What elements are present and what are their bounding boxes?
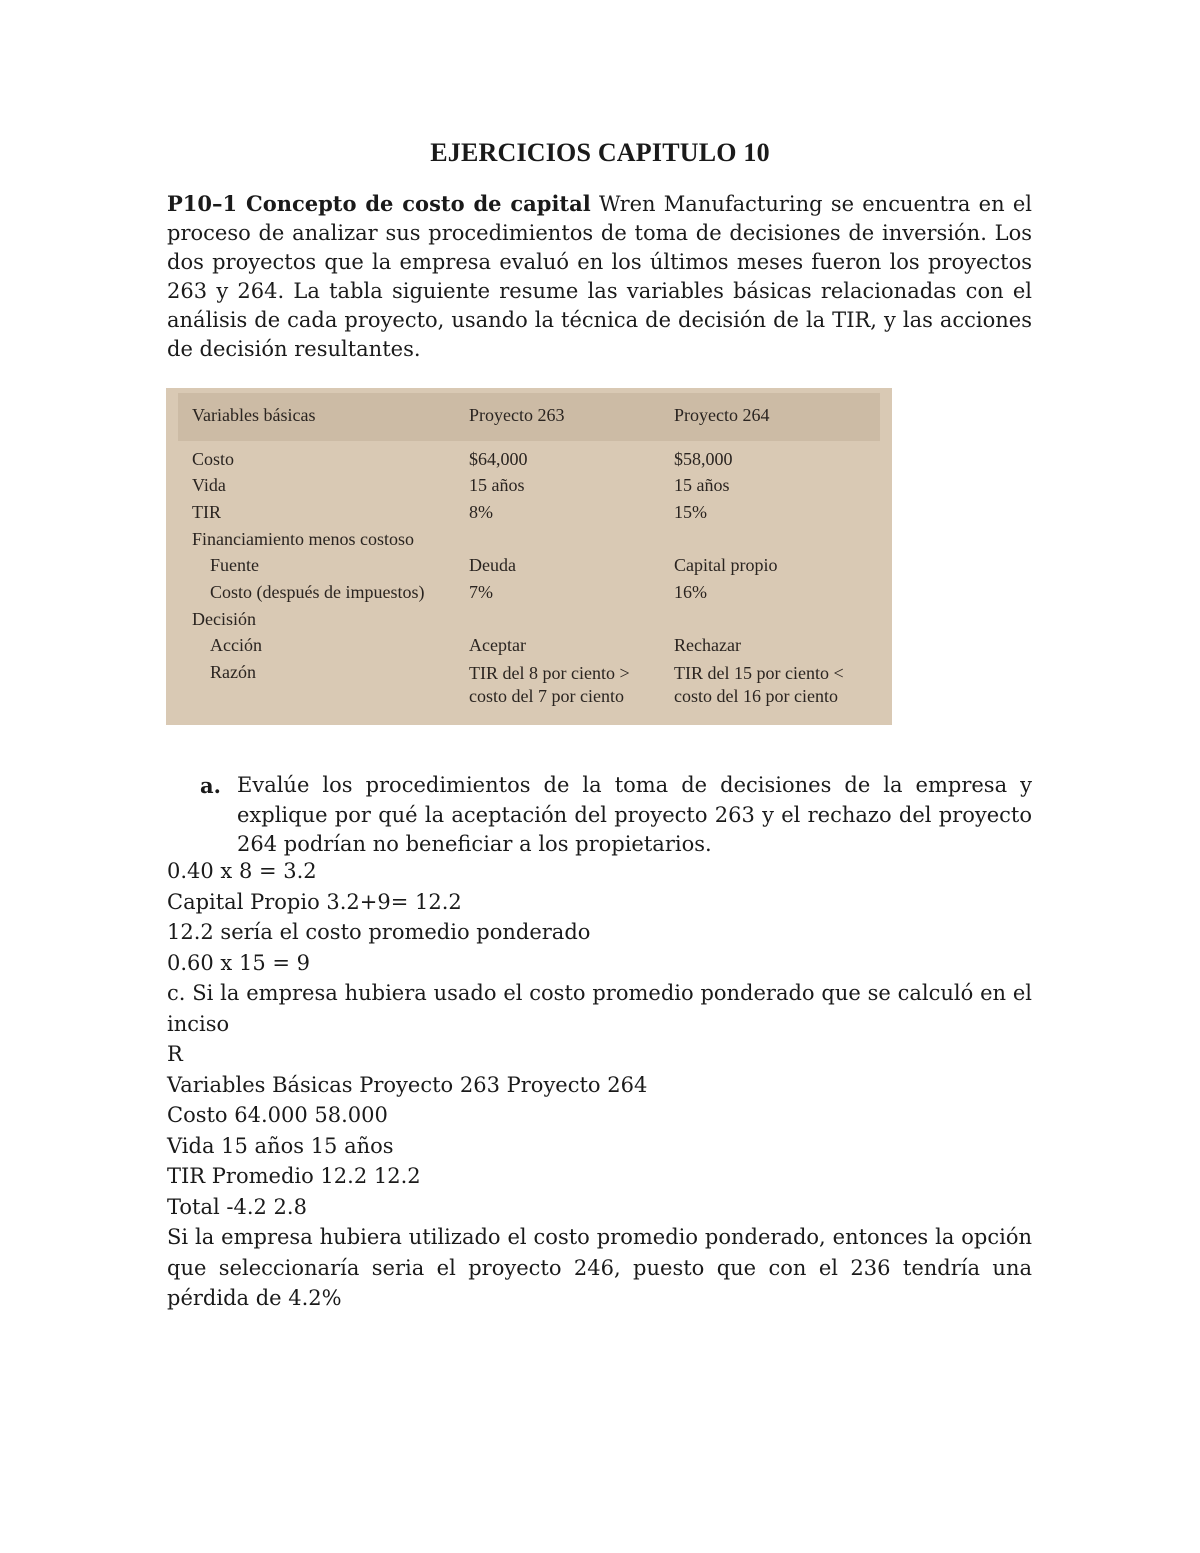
table-cell-p264: 15 años: [674, 475, 730, 495]
table-row-label: Vida: [192, 475, 226, 495]
table-cell-p263: $64,000: [469, 449, 528, 469]
table-cell-p264: $58,000: [674, 449, 733, 469]
table-cell-p264: 16%: [674, 582, 707, 602]
result-line: Total -4.2 2.8: [167, 1194, 307, 1219]
table-row-label: Razón: [210, 662, 256, 682]
table-cell-p264: 15%: [674, 502, 707, 522]
table-header-variables: Variables básicas: [192, 405, 316, 425]
result-line: R: [167, 1042, 183, 1066]
question-a: [200, 771, 1032, 860]
table-cell-p264: Capital propio: [674, 555, 778, 575]
problem-paragraph: [167, 189, 1032, 364]
answer-block: [167, 856, 1032, 1314]
table-cell-p263: 15 años: [469, 475, 525, 495]
table-cell-p263: 8%: [469, 502, 493, 522]
table-header-p263: Proyecto 263: [469, 405, 565, 425]
answer-line: 0.40 x 8 = 3.2: [167, 859, 317, 883]
answer-line: 12.2 sería el costo promedio ponderado: [167, 920, 591, 944]
answer-line: Capital Propio 3.2+9= 12.2: [167, 889, 462, 914]
table-row-label: Costo: [192, 449, 235, 469]
table-row-label: Costo (después de impuestos): [210, 582, 425, 602]
table-row-label: Financiamiento menos costoso: [192, 529, 414, 549]
list-marker: a.: [200, 773, 221, 798]
problem-heading: P10–1 Concepto de costo de capital: [167, 191, 591, 216]
conclusion: Si la empresa hubiera utilizado el costo promedio ponderado, entonces la opción que seleccionaría seria el proyecto 246, puesto que con el 236 tendría una pérdida de 4.2%: [167, 1225, 1032, 1310]
page-title: EJERCICIOS CAPITULO 10: [430, 138, 770, 167]
table-row-label: Fuente: [210, 555, 259, 575]
table-row-label: Decisión: [192, 609, 256, 629]
result-line: Variables Básicas Proyecto 263 Proyecto 264: [167, 1072, 648, 1097]
answer-line: 0.60 x 15 = 9: [167, 950, 310, 975]
table-header-p264: Proyecto 264: [674, 405, 770, 425]
table-cell-p263: 7%: [469, 582, 493, 602]
table-cell-p263: Deuda: [469, 555, 516, 575]
table-cell-p263: Aceptar: [469, 635, 526, 655]
table-row-label: Acción: [210, 635, 262, 655]
result-line: Costo 64.000 58.000: [167, 1103, 388, 1127]
table-cell-p263: TIR del 8 por ciento > costo del 7 por ciento: [469, 663, 630, 706]
result-line: TIR Promedio 12.2 12.2: [167, 1164, 421, 1188]
result-line: Vida 15 años 15 años: [167, 1133, 394, 1158]
table-cell-p264: Rechazar: [674, 635, 741, 655]
table-row-label: TIR: [192, 502, 221, 522]
question-c: c. Si la empresa hubiera usado el costo promedio ponderado que se calculó en el inciso: [167, 981, 1032, 1036]
decision-table: [166, 388, 892, 725]
question-a-text: Evalúe los procedimientos de la toma de decisiones de la empresa y explique por qué la aceptación del proyecto 263 y el rechazo del proyecto 264 podrían no beneficiar a los propietarios.: [237, 773, 1032, 856]
table-cell-p264: TIR del 15 por ciento < costo del 16 por ciento: [674, 663, 844, 706]
problem-text: Wren Manufacturing se encuentra en el proceso de analizar sus procedimientos de toma de decisiones de inversión. Los dos proyectos que la empresa evaluó en los últimos meses fueron los proyectos 263 y 264. La tabla siguiente resume las variables básicas relacionadas con el análisis de cada proyecto, usando la técnica de decisión de la TIR, y las acciones de decisión resultantes.: [167, 192, 1032, 361]
